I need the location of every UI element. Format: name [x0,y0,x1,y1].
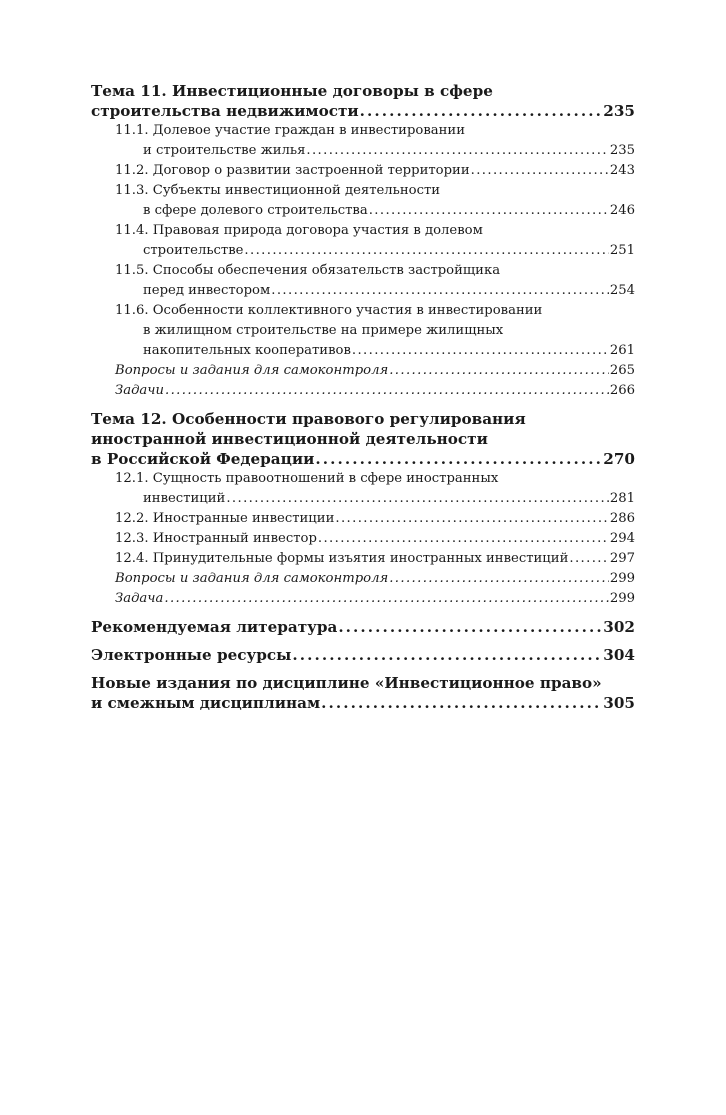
dot-leader [164,589,608,609]
dot-leader [226,489,608,509]
toc-topic-title: строительства недвижимости [91,102,359,120]
page-number: 299 [609,591,635,606]
page-number: 304 [603,646,635,664]
toc-item-title: и строительстве жилья [143,143,306,158]
toc-topic-title: Тема 11. Инвестиционные договоры в сфере [91,82,493,100]
toc-literature[interactable] [91,617,635,637]
toc-new-editions[interactable] [91,673,635,713]
toc-topic-title: Электронные ресурсы [91,646,292,664]
toc-item-12-3[interactable] [91,529,635,549]
page-number: 270 [603,450,635,468]
toc-item-title: в жилищном строительстве на примере жилищных [143,323,504,338]
page-number: 243 [609,163,635,178]
toc-item-title: 11.2. Договор о развитии застроенной территории [115,163,470,178]
toc-item-title: инвестиций [143,491,226,506]
dot-leader [244,241,608,261]
dot-leader [315,449,602,469]
toc-topic-title: и смежным дисциплинам [91,694,321,712]
dot-leader [271,281,609,301]
toc-item-title: 12.4. Принудительные формы изъятия иностранных инвестиций [115,551,569,566]
toc-item-11-4[interactable] [91,221,635,261]
dot-leader [306,141,608,161]
page-number: 286 [609,511,635,526]
toc-item-title: в сфере долевого строительства [143,203,368,218]
dot-leader [165,381,609,401]
toc-tasks-11[interactable] [91,381,635,401]
page-number: 251 [609,243,635,258]
dot-leader [369,201,609,221]
toc-item-11-6[interactable] [91,301,635,361]
toc-item-12-2[interactable] [91,509,635,529]
toc-topic-title: в Российской Федерации [91,450,315,468]
toc-item-11-1[interactable] [91,121,635,161]
page-number: 266 [609,383,635,398]
toc-item-title: Вопросы и задания для самоконтроля [115,571,389,586]
toc-topic-title: Тема 12. Особенности правового регулирования [91,410,526,428]
toc-item-12-1[interactable] [91,469,635,509]
dot-leader [335,509,608,529]
toc-topic-11[interactable] [91,81,635,121]
dot-leader [338,617,602,637]
page-number: 297 [609,551,635,566]
page-number: 246 [609,203,635,218]
toc-item-title: 12.1. Сущность правоотношений в сфере иностранных [115,471,499,486]
dot-leader [292,645,602,665]
toc-topic-12[interactable] [91,409,635,469]
dot-leader [360,101,603,121]
page-number: 281 [609,491,635,506]
toc-item-title: 11.3. Субъекты инвестиционной деятельности [115,183,441,198]
dot-leader [318,529,609,549]
toc-item-title: Задача [115,591,164,606]
toc-item-title: 12.3. Иностранный инвестор [115,531,317,546]
toc-tasks-12[interactable] [91,589,635,609]
toc-item-title: 11.6. Особенности коллективного участия в инвестировании [115,303,543,318]
toc-questions-12[interactable] [91,569,635,589]
dot-leader [389,569,609,589]
toc-topic-title: Новые издания по дисциплине «Инвестиционное право» [91,674,602,692]
toc-item-12-4[interactable] [91,549,635,569]
toc-item-11-5[interactable] [91,261,635,301]
toc-item-title: Вопросы и задания для самоконтроля [115,363,389,378]
page-number: 294 [609,531,635,546]
page-number: 299 [609,571,635,586]
toc-questions-11[interactable] [91,361,635,381]
table-of-contents [91,81,635,713]
toc-item-title: перед инвестором [143,283,271,298]
toc-topic-title: Рекомендуемая литература [91,618,338,636]
toc-topic-title: иностранной инвестиционной деятельности [91,430,488,448]
page-number: 302 [603,618,635,636]
dot-leader [352,341,609,361]
page-number: 305 [603,694,635,712]
page-number: 261 [609,343,635,358]
page-number: 235 [603,102,635,120]
dot-leader [389,361,609,381]
toc-item-title: строительстве [143,243,244,258]
toc-item-11-2[interactable] [91,161,635,181]
toc-item-title: 11.4. Правовая природа договора участия в долевом [115,223,483,238]
toc-item-11-3[interactable] [91,181,635,221]
dot-leader [471,161,609,181]
toc-item-title: накопительных кооперативов [143,343,351,358]
toc-item-title: Задачи [115,383,164,398]
toc-item-title: 11.5. Способы обеспечения обязательств застройщика [115,263,501,278]
page-number: 235 [609,143,635,158]
dot-leader [569,549,608,569]
toc-item-title: 11.1. Долевое участие граждан в инвестировании [115,123,465,138]
toc-resources[interactable] [91,645,635,665]
page-number: 254 [609,283,635,298]
toc-item-title: 12.2. Иностранные инвестиции [115,511,335,526]
page-number: 265 [609,363,635,378]
dot-leader [321,693,602,713]
